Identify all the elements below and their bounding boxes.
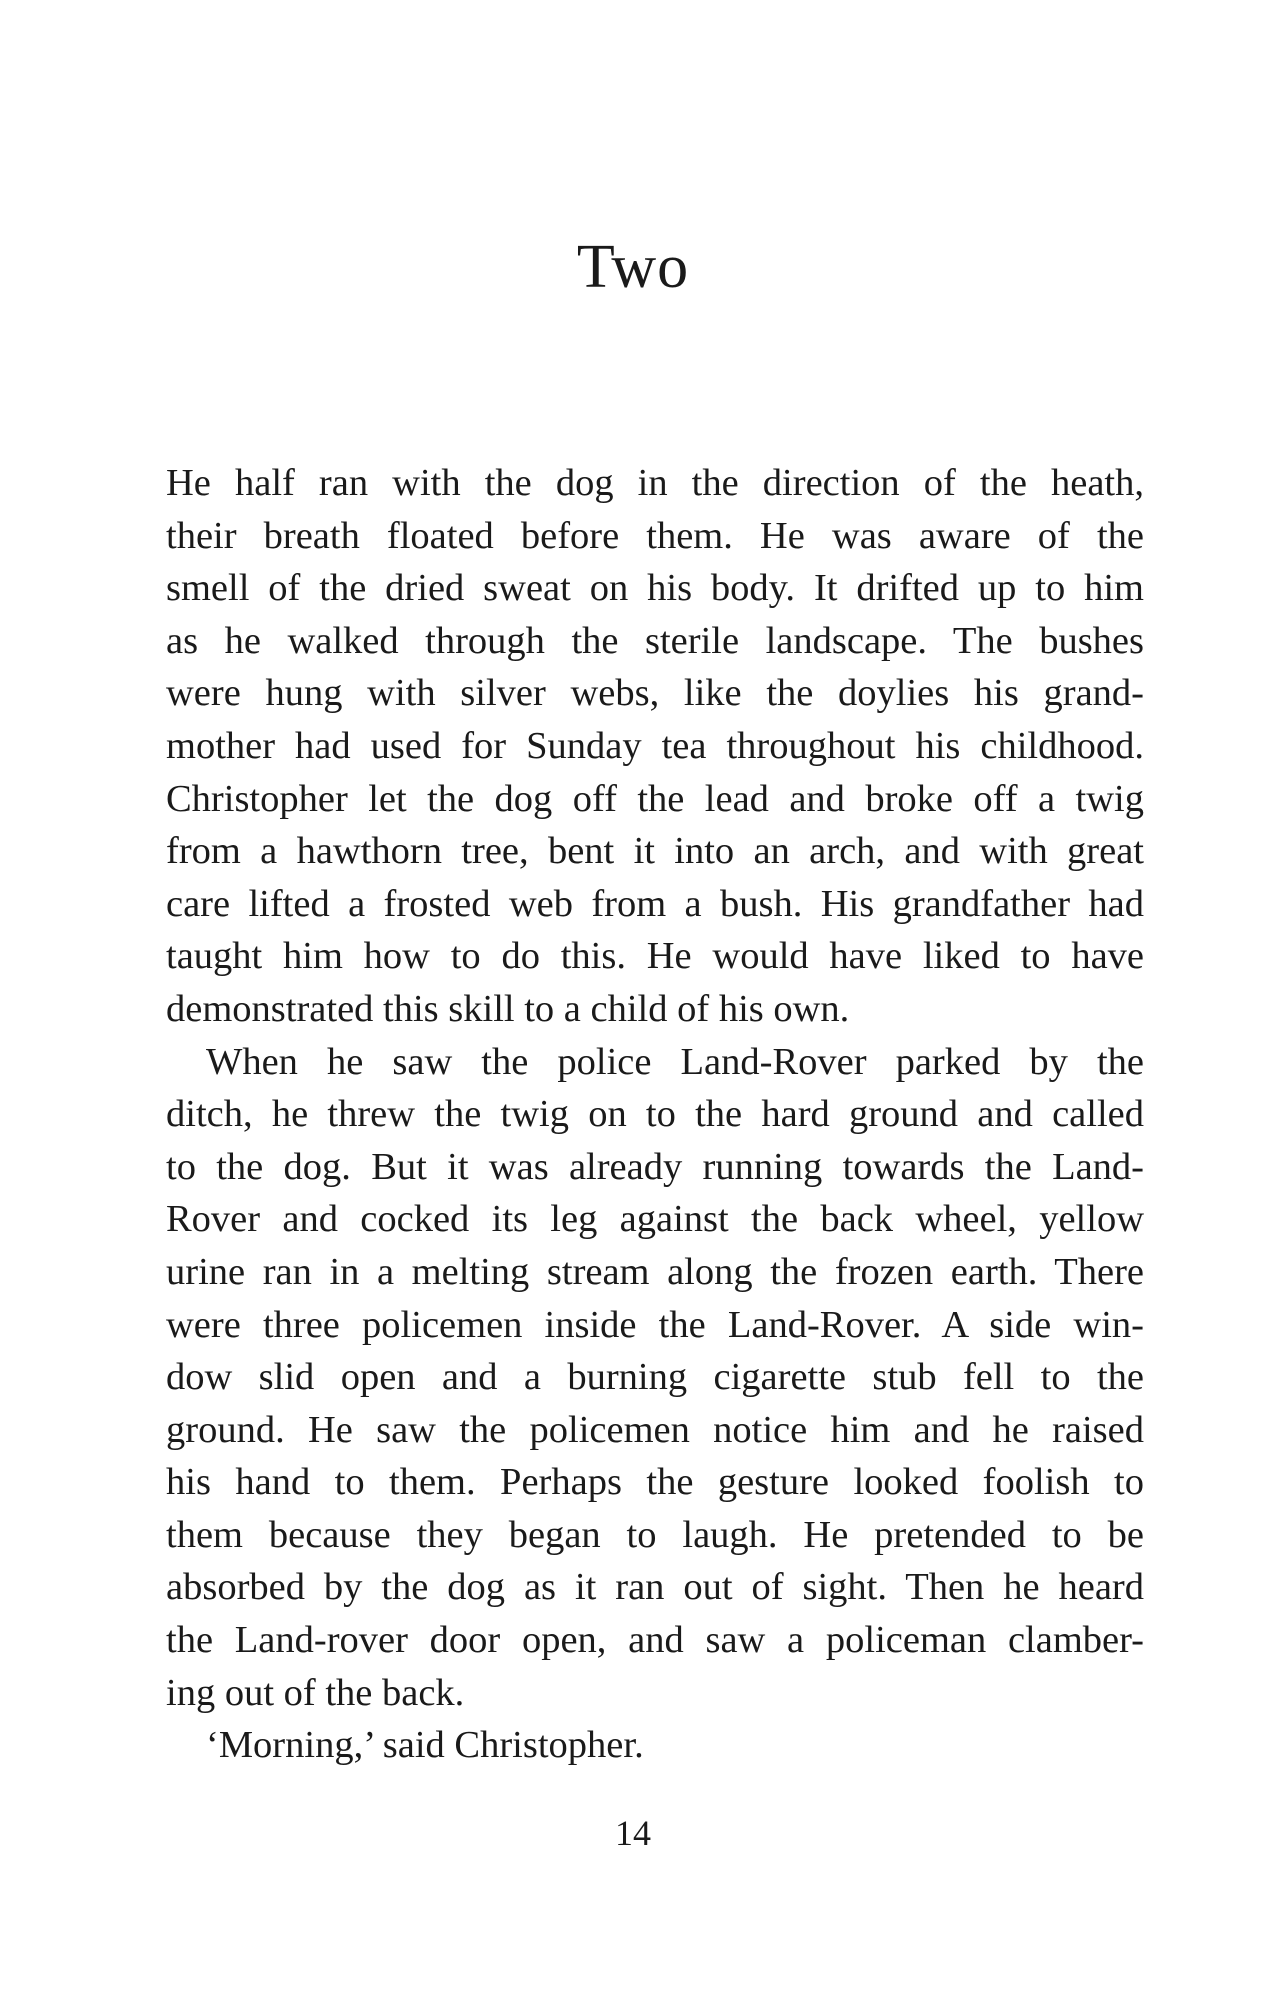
text-line: ing out of the back. [166, 1671, 465, 1714]
text-line: them because they began to laugh. He pretended to be [166, 1513, 1144, 1556]
text-line: his hand to them. Perhaps the gesture looked foolish to [166, 1461, 1144, 1504]
text-line: He half ran with the dog in the direction of the heath, [166, 462, 1144, 504]
text-line: Rover and cocked its leg against the back wheel, yellow [166, 1198, 1144, 1241]
body-text [166, 457, 1144, 1772]
text-line: ‘Morning,’ said Christopher. [206, 1724, 644, 1767]
text-line: ground. He saw the policemen notice him and he raised [166, 1408, 1144, 1451]
chapter-title: Two [576, 233, 690, 301]
text-line: dow slid open and a burning cigarette stub fell to the [166, 1356, 1144, 1399]
text-line: were three policemen inside the Land-Rover. A side win- [166, 1303, 1144, 1346]
text-line: their breath floated before them. He was aware of the [166, 514, 1144, 557]
text-line: from a hawthorn tree, bent it into an arch, and with great [166, 830, 1144, 873]
text-line: When he saw the police Land-Rover parked by the [206, 1040, 1144, 1083]
text-line: smell of the dried sweat on his body. It drifted up to him [166, 567, 1144, 610]
text-line: ditch, he threw the twig on to the hard ground and called [166, 1093, 1144, 1136]
text-line: care lifted a frosted web from a bush. His grandfather had [166, 882, 1144, 925]
text-line: taught him how to do this. He would have liked to have [166, 935, 1144, 978]
text-line: urine ran in a melting stream along the frozen earth. There [166, 1250, 1144, 1293]
text-line: Christopher let the dog off the lead and broke off a twig [166, 777, 1144, 820]
text-line: the Land-rover door open, and saw a policeman clamber- [166, 1619, 1144, 1662]
text-line: to the dog. But it was already running towards the Land- [166, 1145, 1144, 1188]
text-line: were hung with silver webs, like the doylies his grand- [166, 672, 1144, 715]
text-line: demonstrated this skill to a child of his own. [166, 987, 850, 1030]
text-line: as he walked through the sterile landscape. The bushes [166, 619, 1144, 662]
text-line: absorbed by the dog as it ran out of sight. Then he heard [166, 1566, 1144, 1609]
text-line: mother had used for Sunday tea throughout his childhood. [166, 724, 1144, 767]
page-number: 14 [615, 1813, 651, 1853]
